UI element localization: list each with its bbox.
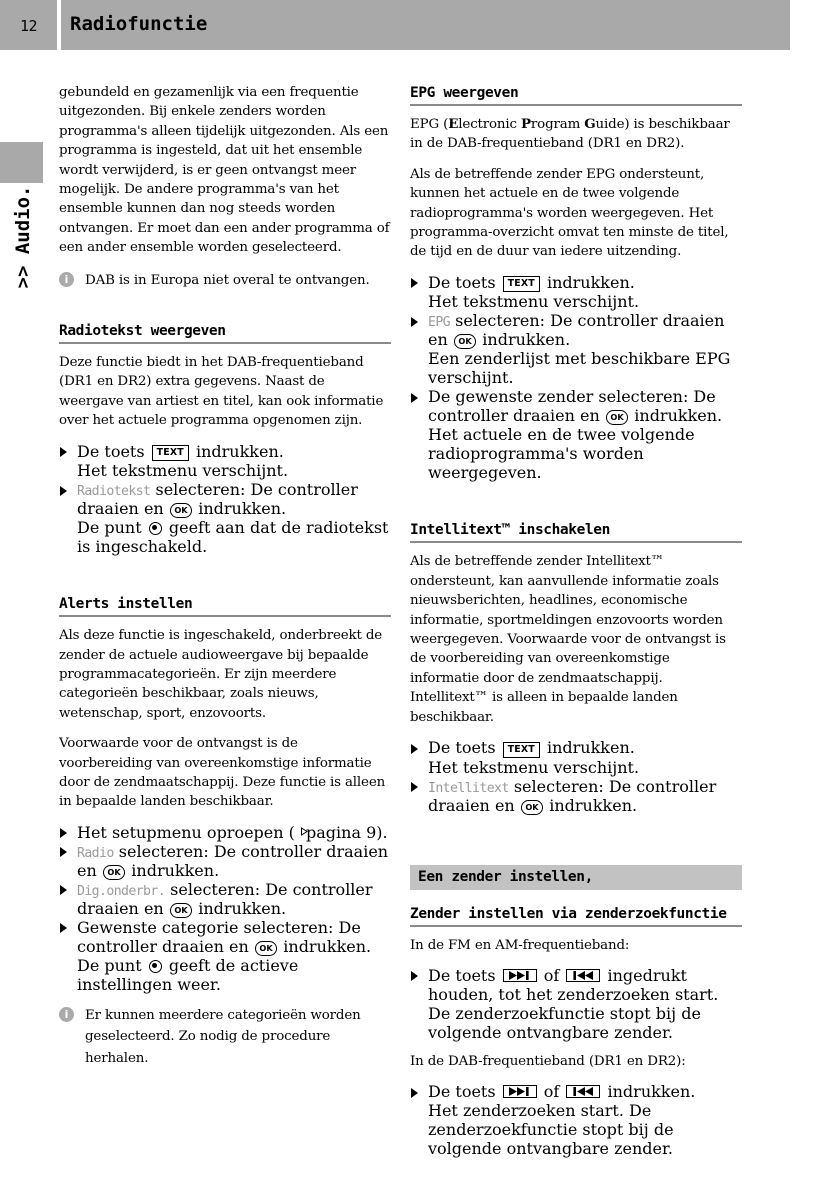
chapter-title-box [410, 865, 742, 890]
ok-button-icon[interactable]: OK [170, 503, 192, 518]
epg-text-b3r: uide) is beschikbaar in de DAB-frequentieband (DR1 en DR2). [410, 117, 730, 152]
heading-rule [410, 104, 742, 106]
step-result [59, 518, 391, 556]
spacer [410, 482, 742, 520]
step-result-pre: De punt [77, 518, 142, 538]
heading-intellitext: Intellitext™ inschakelen [410, 522, 610, 539]
page-reference-arrow-icon [295, 829, 301, 837]
left-column [59, 83, 391, 1079]
menu-item-radio[interactable]: Radio [77, 845, 114, 861]
header-title-box [61, 0, 790, 50]
step-text-post: indrukken. [546, 272, 635, 292]
step-item [410, 387, 742, 425]
step-item [59, 918, 391, 956]
step-text-pre: De gewenste zender selecteren: De controller draaien en [428, 387, 716, 426]
step-text-pre: selecteren: De controller draaien en [77, 841, 389, 880]
step-text-pre: selecteren: De controller draaien en [428, 776, 717, 815]
step-text-pre: De toets [428, 272, 496, 292]
step-result: Het tekstmenu verschijnt. [77, 461, 289, 481]
triangle-bullet-icon [411, 971, 418, 981]
heading-rule [59, 342, 391, 344]
step-text-of: of [543, 1082, 560, 1102]
menu-item-intellitext[interactable]: Intellitext [428, 780, 509, 796]
step-text-pre: Gewenste categorie selecteren: De controller draaien en [77, 917, 361, 956]
spacer [410, 815, 742, 865]
heading-radiotekst: Radiotekst weergeven [59, 323, 226, 340]
ok-button-icon[interactable]: OK [521, 800, 543, 815]
step-result [59, 956, 391, 994]
heading-epg: EPG weergeven [410, 85, 519, 101]
page-header [0, 0, 823, 50]
step-text-post: indrukken. [195, 441, 284, 461]
step-result: De zenderzoekfunctie stopt bij de volgende ontvangbare zender. [428, 1003, 701, 1042]
step-item [410, 738, 742, 758]
step-text-pre: De toets [77, 441, 145, 461]
ok-button-icon[interactable]: OK [606, 410, 628, 425]
chapter-title: Een zender instellen, [418, 868, 593, 885]
heading-zenderzoek: Zender instellen via zenderzoekfunctie [410, 905, 727, 922]
step-text-pre: selecteren: De controller draaien en [77, 480, 358, 519]
page-number-box [0, 0, 57, 50]
step-text-post: indrukken. [198, 898, 287, 918]
triangle-bullet-icon [411, 278, 418, 288]
seek-forward-icon[interactable] [503, 1085, 537, 1098]
step-text-post: indrukken. [546, 738, 635, 757]
text-button-icon[interactable]: TEXT [503, 276, 540, 292]
step-item [59, 823, 391, 842]
step-item [410, 966, 742, 1004]
epg-text-b1r: lectronic [458, 117, 521, 132]
radiotekst-paragraph: Deze functie biedt in het DAB-frequentieband (DR1 en DR2) extra gegevens. Naast de weergave van artiest en titel, kan ook informatie over het actuele programma opgenomen zijn. [59, 355, 384, 429]
intellitext-paragraph: Als de betreffende zender Intellitext™ ondersteunt, kan aanvullende informatie zoals nieuwsberichten, headlines, economische informatie, sportmeldingen enzovoorts worden weergegeven. Voorwaarde voor de ontvangst is de voorbereiding van overeenkomstige informatie door de zendmaatschappij. Intellitext™ is alleen in bepaalde landen beschikbaar. [410, 554, 726, 725]
page-number: 12 [19, 17, 38, 35]
step-result: Het tekstmenu verschijnt. [428, 757, 640, 777]
page-reference-text[interactable]: pagina 9 [306, 822, 377, 842]
step-item [59, 880, 391, 918]
step-result: Het zenderzoeken start. De zenderzoekfunctie stopt bij de volgende ontvangbare zender. [428, 1101, 674, 1159]
triangle-bullet-icon [411, 393, 418, 403]
intro-paragraph: gebundeld en gezamenlijk via een frequentie uitgezonden. Bij enkele zenders worden programma's alleen tijdelijk uitgezonden. Als een programma is ingesteld, dat uit het ensemble wordt verwijderd, is er geen ontvangst meer mogelijk. De andere programma's van het ensemble kunnen dan nog steeds worden ontvangen. Er moet dan een ander programma of een ander ensemble worden geselecteerd. [59, 85, 390, 256]
chapter-tab-label: >> Audio. [12, 185, 34, 289]
step-result: Het tekstmenu verschijnt. [428, 292, 640, 312]
step-item [59, 442, 391, 462]
spacer [59, 556, 391, 594]
triangle-bullet-icon [411, 782, 418, 792]
heading-rule [59, 615, 391, 617]
epg-text-b2r: rogram [530, 117, 585, 132]
ok-button-icon[interactable]: OK [454, 334, 476, 349]
step-item [410, 1082, 742, 1101]
step-item [410, 777, 742, 815]
triangle-bullet-icon [60, 447, 67, 457]
step-text-pre: De toets [428, 965, 496, 985]
step-result-post: geeft de actieve instellingen weer. [77, 955, 299, 994]
step-text-of: of [543, 965, 560, 985]
step-text-post: indrukken. [283, 936, 372, 956]
step-text-post: ingedrukt houden, tot het zenderzoeken start. [428, 965, 719, 1004]
step-text-post: indrukken. [198, 499, 287, 519]
filled-dot-icon [149, 960, 162, 973]
menu-item-radiotekst[interactable]: Radiotekst [77, 484, 151, 500]
spacer [59, 301, 391, 321]
ok-button-icon[interactable]: OK [255, 941, 277, 956]
triangle-bullet-icon [60, 885, 67, 895]
step-text-post: ). [376, 822, 388, 842]
step-text-post: indrukken. [482, 330, 571, 350]
triangle-bullet-icon [60, 923, 67, 933]
step-text-post: indrukken. [634, 406, 723, 426]
step-text-pre: De toets [428, 738, 496, 757]
heading-rule [410, 925, 742, 927]
epg-paragraph-1 [410, 115, 742, 154]
heading-rule [410, 541, 742, 543]
epg-bold-p: P [521, 116, 531, 132]
menu-item-dig-onderbr[interactable]: Dig.onderbr. [77, 883, 166, 899]
step-item [59, 480, 391, 518]
step-item [410, 311, 742, 349]
step-text-pre: selecteren: De controller draaien en [77, 879, 373, 918]
triangle-bullet-icon [60, 828, 67, 838]
epg-paragraph-2: Als de betreffende zender EPG ondersteunt, kunnen het actuele en de twee volgende radioprogramma's worden weergegeven. Het programma-overzicht omvat ten minste de titel, de tijd en de duur van iedere uitzending. [410, 166, 729, 260]
spacer [59, 994, 391, 1004]
info-note-categories [59, 1004, 391, 1068]
ok-button-icon[interactable]: OK [170, 903, 192, 918]
menu-item-epg[interactable]: EPG [428, 315, 451, 331]
epg-bold-g: G [584, 116, 596, 132]
alerts-paragraph-2: Voorwaarde voor de ontvangst is de voorbereiding van overeenkomstige informatie door de zendmaatschappij. Deze functie is alleen in bepaalde landen beschikbaar. [59, 736, 386, 810]
info-note-text: DAB is in Europa niet overal te ontvangen. [85, 272, 370, 288]
step-text-post: indrukken. [549, 795, 638, 815]
step-result: Het actuele en de twee volgende radioprogramma's worden weergegeven. [428, 425, 695, 483]
step-text-pre: De toets [428, 1082, 496, 1102]
triangle-bullet-icon [411, 1088, 418, 1098]
seek-back-icon[interactable] [566, 969, 600, 982]
chapter-tab-marker [0, 142, 43, 183]
right-column [410, 83, 742, 1158]
filled-dot-icon [149, 522, 162, 535]
alerts-paragraph-1: Als deze functie is ingeschakeld, onderbreekt de zender de actuele audioweergave bij bepaalde programmacategorieën. Er zijn meerdere categorieën beschikbaar, zoals nieuws, wetenschap, sport, enzovoorts. [59, 628, 383, 721]
spacer [410, 1042, 742, 1052]
epg-text-a: EPG ( [410, 117, 449, 132]
info-note-dab [59, 269, 391, 290]
step-text-post: indrukken. [131, 860, 220, 880]
page-title: Radiofunctie [70, 13, 208, 35]
seek-back-icon[interactable] [566, 1085, 600, 1098]
dab-intro: In de DAB-frequentieband (DR1 en DR2): [410, 1053, 686, 1069]
step-item [410, 273, 742, 293]
info-icon [59, 272, 74, 287]
ok-button-icon[interactable]: OK [103, 865, 125, 880]
text-button-icon[interactable]: TEXT [152, 445, 189, 461]
triangle-bullet-icon [60, 486, 67, 496]
triangle-bullet-icon [411, 317, 418, 327]
info-note-text: Er kunnen meerdere categorieën worden geselecteerd. Zo nodig de procedure herhalen. [85, 1007, 361, 1066]
step-text-post: indrukken. [607, 1082, 696, 1102]
step-result: Een zenderlijst met beschikbare EPG verschijnt. [428, 349, 731, 388]
step-result-pre: De punt [77, 955, 142, 975]
seek-forward-icon[interactable] [503, 969, 537, 982]
text-button-icon[interactable]: TEXT [503, 742, 540, 758]
step-item [59, 842, 391, 880]
step-text-pre: Het setupmenu oproepen ( [77, 822, 295, 842]
fm-am-intro: In de FM en AM-frequentieband: [410, 937, 630, 953]
step-text-pre: selecteren: De controller draaien en [428, 311, 725, 350]
step-result-post: geeft aan dat de radiotekst is ingeschakeld. [77, 518, 389, 557]
triangle-bullet-icon [60, 847, 67, 857]
info-icon [59, 1007, 74, 1022]
heading-alerts: Alerts instellen [59, 596, 193, 613]
triangle-bullet-icon [411, 744, 418, 754]
epg-bold-e: E [448, 116, 459, 132]
